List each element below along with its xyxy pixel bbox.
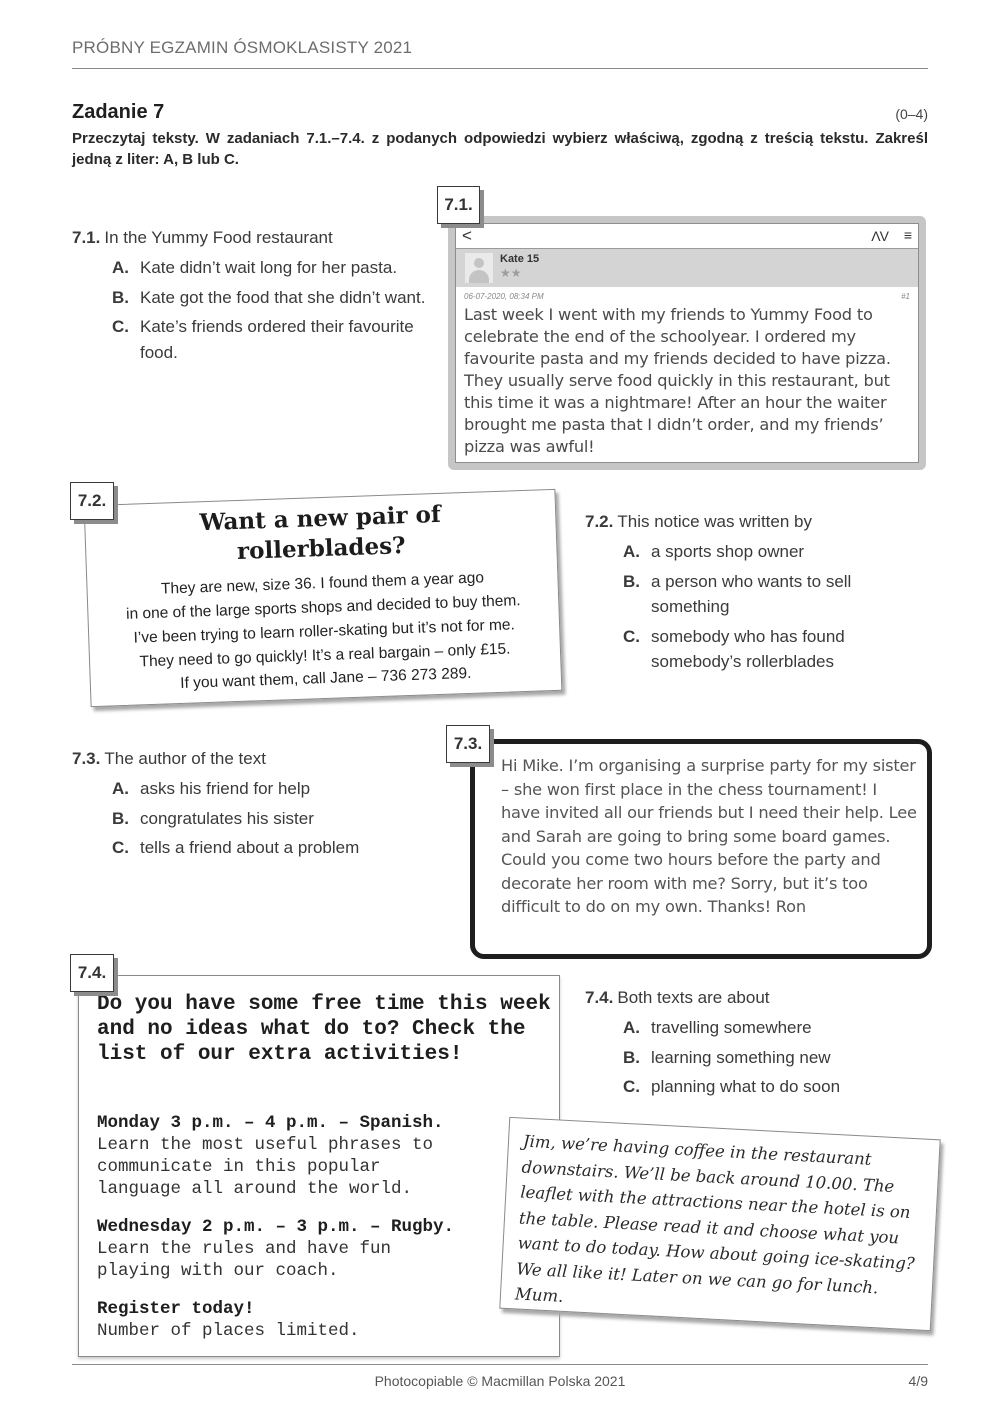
forum-post-body: Last week I went with my friends to Yummy Food to celebrate the end of the schoolyear. I ordered my favourite pasta and my friends decided to have pizza. They usually serve food quickly in this restaurant, but this time it was a nightmare! After an hour the waiter brought me pasta that I didn’t order, and my friends’ pizza was awful! [464, 305, 891, 456]
forum-username: Kate 15 [500, 253, 540, 265]
option-letter: B. [112, 287, 129, 307]
question-7-1 [72, 228, 333, 248]
option-text: Kate got the food that she didn’t want. [140, 287, 426, 307]
leaflet-wednesday [97, 1216, 557, 1282]
handwritten-note [499, 1117, 940, 1331]
option-letter: B. [623, 1047, 640, 1067]
leaflet-register [97, 1298, 557, 1342]
option-letter: A. [112, 258, 129, 277]
post-datetime: 06-07-2020, 08:34 PM [464, 292, 544, 301]
notice-body [87, 564, 560, 676]
question-number: 7.4. [585, 988, 614, 1007]
option-c[interactable] [112, 314, 437, 365]
sort-arrows-icon[interactable]: ΛV [871, 228, 888, 244]
option-letter: C. [623, 626, 640, 646]
tag-7-4: 7.4. [70, 954, 114, 992]
option-c[interactable] [623, 1074, 923, 1100]
options-7-1 [112, 255, 437, 369]
option-b[interactable] [112, 285, 437, 311]
leaflet-headline: Do you have some free time this week and no ideas what do to? Check the list of our extra activities! [97, 993, 551, 1066]
activities-leaflet [78, 975, 560, 1357]
tag-7-3: 7.3. [446, 725, 490, 763]
forum-toolbar [456, 224, 918, 249]
option-a[interactable] [623, 1015, 923, 1041]
question-number: 7.3. [72, 749, 101, 768]
monday-title: Monday 3 p.m. – 4 p.m. – Spanish. [97, 1113, 444, 1133]
option-text: a sports shop owner [651, 542, 805, 561]
option-letter: B. [623, 571, 640, 591]
notice-contact: If you want them, call Jane – 736 273 289. [179, 664, 472, 693]
menu-icon[interactable]: ≡ [903, 227, 912, 243]
question-7-2 [585, 512, 812, 532]
tag-7-1: 7.1. [437, 186, 480, 224]
option-b[interactable] [623, 569, 913, 620]
question-stem: In the Yummy Food restaurant [104, 228, 333, 247]
register-title: Register today! [97, 1299, 255, 1319]
option-a[interactable] [112, 776, 442, 802]
forum-user-bar [456, 249, 918, 287]
option-text: Kate’s friends ordered their favourite food. [140, 317, 414, 362]
page-number: 4/9 [908, 1373, 928, 1389]
wednesday-text: Learn the rules and have fun playing with our coach. [97, 1239, 392, 1281]
question-7-4 [585, 988, 770, 1008]
monday-text: Learn the most useful phrases to communicate in this popular language all around the world. [97, 1135, 434, 1199]
notice-line: They are new, size 36. I found them a year ago [160, 569, 485, 598]
question-7-3 [72, 749, 266, 769]
option-text: travelling somewhere [651, 1018, 812, 1037]
option-text: tells a friend about a problem [140, 838, 360, 857]
forum-post-meta [464, 292, 910, 301]
option-text: planning what to do soon [651, 1077, 841, 1096]
question-stem: This notice was written by [617, 512, 812, 531]
question-stem: Both texts are about [617, 988, 770, 1007]
option-text: learning something new [651, 1047, 831, 1067]
option-text: congratulates his sister [140, 808, 314, 828]
option-text: a person who wants to sell something [651, 571, 852, 616]
option-letter: A. [112, 779, 129, 798]
option-letter: C. [623, 1077, 640, 1096]
notice-line: I’ve been trying to learn roller-skating but it’s not for me. [133, 616, 516, 647]
option-letter: B. [112, 808, 129, 828]
notice-headline: Want a new pair of rollerblades? [199, 500, 442, 565]
message-body: Hi Mike. I’m organising a surprise party for my sister – she won first place in the chess tournament! I have invited all our friends but I need their help. Lee and Sarah are going to bring some board games. Could you come two hours before the party and decorate her room with me? Sorry, but it’s too difficult to do on my own. Thanks! Ron [501, 756, 917, 916]
option-text: Kate didn’t wait long for her pasta. [140, 258, 398, 277]
header-divider [72, 68, 928, 69]
options-7-3 [112, 776, 442, 865]
forum-post [455, 223, 919, 463]
option-text: somebody who has found somebody’s rollerblades [651, 626, 845, 671]
option-b[interactable] [112, 806, 442, 832]
task-title: Zadanie 7 [72, 101, 165, 123]
notice-line: They need to go quickly! It’s a real bargain – only £15. [139, 640, 511, 671]
option-letter: A. [623, 1018, 640, 1037]
question-stem: The author of the text [104, 749, 266, 768]
question-number: 7.1. [72, 228, 101, 247]
options-7-4 [623, 1015, 923, 1104]
leaflet-monday [97, 1112, 557, 1200]
question-number: 7.2. [585, 512, 614, 531]
option-letter: C. [112, 317, 129, 336]
option-a[interactable] [112, 255, 437, 281]
notice-card [84, 489, 563, 707]
option-a[interactable] [623, 539, 913, 565]
option-letter: A. [623, 542, 640, 561]
task-instruction: Przeczytaj teksty. W zadaniach 7.1.–7.4. z podanych odpowiedzi wybierz właściwą, zgodną z treścią tekstu. Zakreśl jedną z liter: A, B lub C. [72, 130, 928, 168]
task-points: (0–4) [895, 106, 928, 122]
post-id: #1 [901, 292, 910, 301]
back-arrow-icon[interactable]: < [462, 226, 472, 245]
avatar-icon [465, 253, 493, 283]
star-rating: ★★ [500, 266, 522, 280]
tag-7-2: 7.2. [70, 482, 114, 520]
notice-line: in one of the large sports shops and decided to buy them. [125, 592, 521, 623]
footer-divider [72, 1364, 928, 1365]
option-letter: C. [112, 838, 129, 857]
option-text: asks his friend for help [140, 779, 311, 798]
option-b[interactable] [623, 1045, 923, 1071]
register-text: Number of places limited. [97, 1321, 360, 1341]
message-box [470, 739, 932, 959]
option-c[interactable] [112, 835, 442, 861]
wednesday-title: Wednesday 2 p.m. – 3 p.m. – Rugby. [97, 1217, 455, 1237]
note-body: Jim, we’re having coffee in the restaurant downstairs. We’ll be back around 10.00. The leaflet with the attractions near the hotel is on the table. Please read it and choose what you want to do today. How about going ice-skating? We all like it! Later on we can go for lunch. Mum. [514, 1131, 916, 1306]
option-c[interactable] [623, 624, 913, 675]
options-7-2 [623, 539, 913, 679]
footer-copyright: Photocopiable © Macmillan Polska 2021 [374, 1373, 626, 1389]
exam-header-title: PRÓBNY EGZAMIN ÓSMOKLASISTY 2021 [72, 38, 413, 57]
